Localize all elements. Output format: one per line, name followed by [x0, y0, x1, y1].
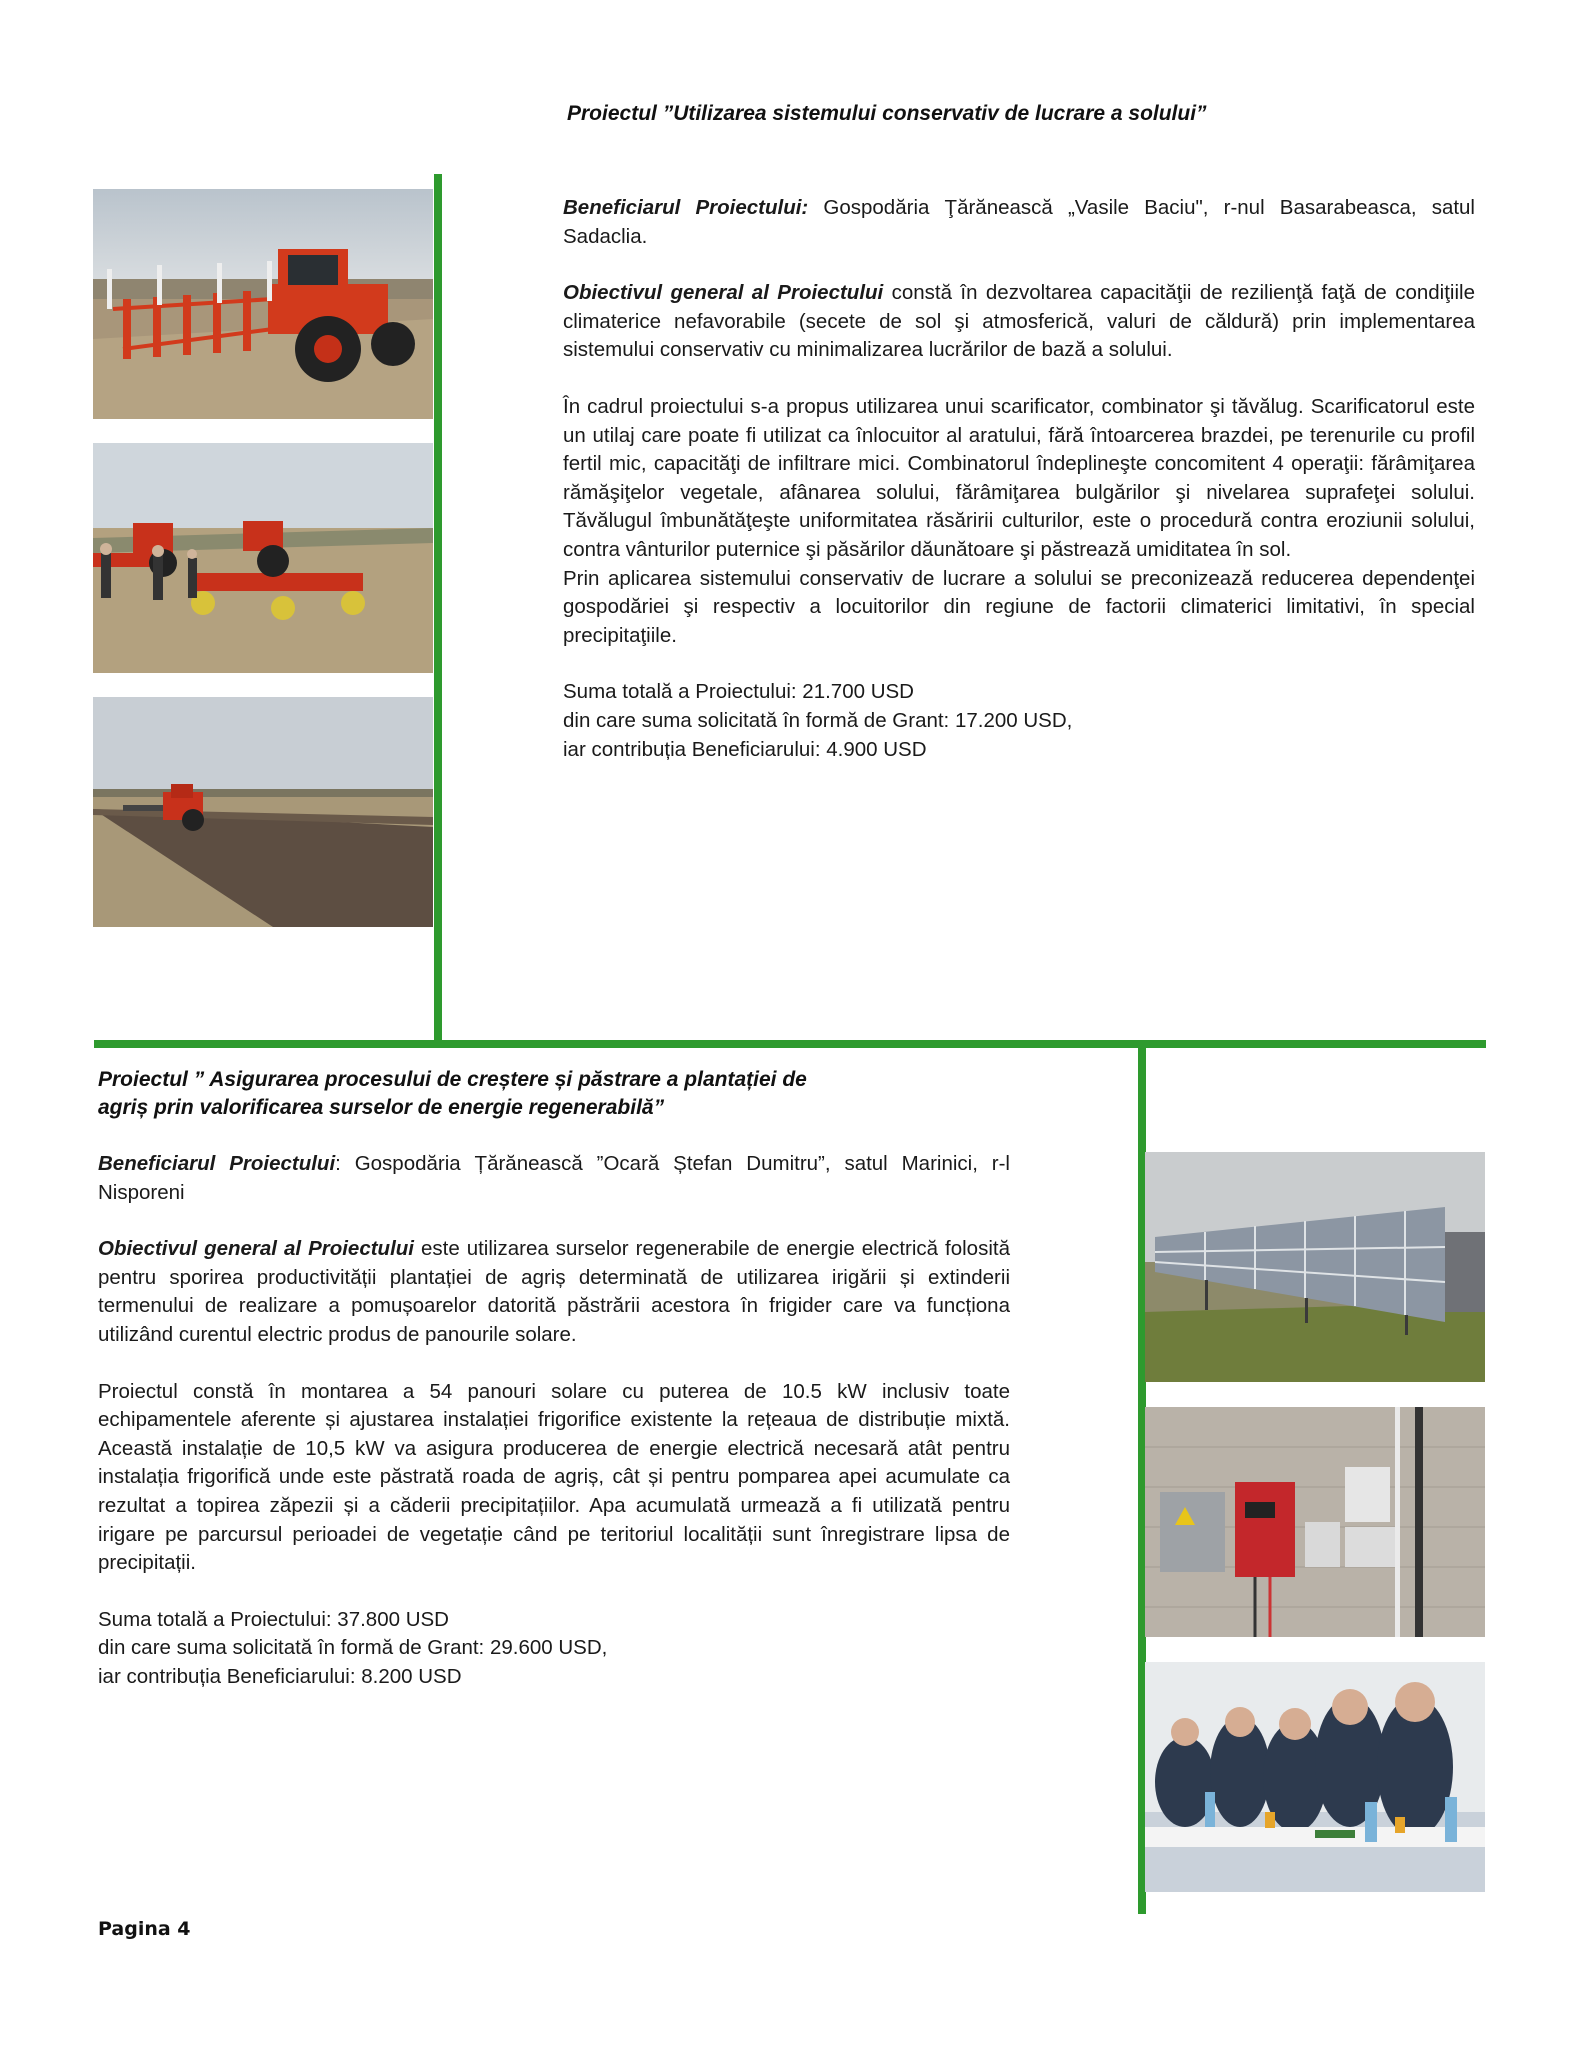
inverter-equipment-photo — [1145, 1407, 1485, 1637]
green-divider-vertical-top — [434, 174, 442, 1048]
meeting-participants-photo — [1145, 1662, 1485, 1892]
page-number: Pagina 4 — [98, 1918, 191, 1940]
section1-contribution: iar contribuția Beneficiarului: 4.900 USD — [563, 737, 927, 761]
tractors-with-farmers-photo — [93, 443, 433, 673]
section1-objective — [563, 279, 1475, 365]
section2-budget — [98, 1606, 1010, 1692]
tractor-field-photo — [93, 697, 433, 927]
section1-description: În cadrul proiectului s-a propus utilizarea unui scarificator, combinator şi tăvălug. Scarificatorul este un utilaj care poate fi utilizat ca înlocuitor al aratului, fără întoarcerea brazdei, pe terenurile cu profil fertil mic, capacităţi de infiltrare mici. Combinatorul îndeplineşte concomitent 4 operaţii: fărâmiţarea rămăşiţelor vegetale, afânarea solului, fărâmiţarea bulgărilor şi nivelarea suprafeţei solului. Tăvălugul îmbunătăţeşte uniformitatea răsăririi culturilor, este o procedură contra eroziunii solului, contra vânturilor puternice şi păsărilor dăunătoare şi păstrează umiditatea în sol. — [563, 394, 1475, 561]
green-divider-horizontal — [94, 1040, 1486, 1048]
section1-objective-label: Obiectivul general al Proiectului — [563, 281, 884, 305]
section2-grant: din care suma solicitată în formă de Grant: 29.600 USD, — [98, 1636, 608, 1660]
section1-total: Suma totală a Proiectului: 21.700 USD — [563, 680, 914, 704]
section2-title-line1: Proiectul ” Asigurarea procesului de creștere și păstrare a plantației de — [98, 1068, 807, 1091]
section1-budget — [563, 678, 1475, 764]
section1-beneficiary — [563, 194, 1475, 251]
section2-description: Proiectul constă în montarea a 54 panouri solare cu puterea de 10.5 kW inclusiv toate echipamentele aferente și ajustarea instalației frigorifice existente la rețeaua de distribuție mixtă. Această instalație de 10,5 kW va asigura producerea de energie electrică necesară atât pentru instalația frigorifică unde este păstrată roada de agriș, cât și pentru pomparea apei acumulate ca rezultat a topirea zăpezii și a căderii precipitațiilor. Apa acumulată urmează a fi utilizată pentru irigare pe parcursul perioadei de vegetație când pe teritoriul localității sunt înregistrare lipsa de precipitații. — [98, 1379, 1010, 1575]
section1-beneficiary-text: Gospodăria Ţărănească „Vasile Baciu", r-nul Basarabeasca, satul Sadaclia. — [563, 196, 1475, 248]
section2-title-line2: agriș prin valorificarea surselor de energie regenerabilă” — [98, 1096, 665, 1119]
section2-contribution: iar contribuția Beneficiarului: 8.200 USD — [98, 1664, 462, 1688]
section2-objective-text: este utilizarea surselor regenerabile de energie electrică folosită pentru sporirea productivității plantației de agriș determinată de utilizarea irigării și extinderii termenului de realizare a pomușoarelor datorită păstrării acestora în frigider care va funcționa utilizând curentul electric produs de panourile solare. — [98, 1237, 1010, 1346]
section2-beneficiary — [98, 1150, 1010, 1207]
section2-objective-label: Obiectivul general al Proiectului — [98, 1237, 414, 1261]
section1-title: Proiectul ”Utilizarea sistemului conservativ de lucrare a solului” — [567, 102, 1207, 125]
section2-beneficiary-label: Beneficiarul Proiectului — [98, 1152, 336, 1175]
section2-title — [98, 1066, 1098, 1122]
section2-total: Suma totală a Proiectului: 37.800 USD — [98, 1607, 449, 1631]
tractor-scarifier-photo — [93, 189, 433, 419]
section2-beneficiary-text: : Gospodăria Țărănească ”Ocară Ștefan Dumitru”, satul Marinici, r-l Nisporeni — [98, 1152, 1010, 1204]
section2-objective — [98, 1235, 1010, 1349]
section1-beneficiary-label: Beneficiarul Proiectului: — [563, 196, 809, 219]
solar-panels-photo — [1145, 1152, 1485, 1382]
section1-body — [563, 194, 1475, 764]
section1-grant: din care suma solicitată în formă de Grant: 17.200 USD, — [563, 708, 1073, 732]
section2-body — [98, 1150, 1010, 1692]
section1-objective-text: constă în dezvoltarea capacităţii de rezilienţă faţă de condiţiile climaterice nefavorabile (secete de sol şi atmosferică, valuri de căldură) prin implementarea sistemului conservativ cu minimalizarea lucrărilor de bază a solului. — [563, 281, 1475, 362]
section1-description2: Prin aplicarea sistemului conservativ de lucrare a solului se preconizează reducerea dependenţei gospodăriei şi respectiv a locuitorilor din regiune de factorii climaterici limitativi, în special precipitaţiile. — [563, 566, 1475, 647]
